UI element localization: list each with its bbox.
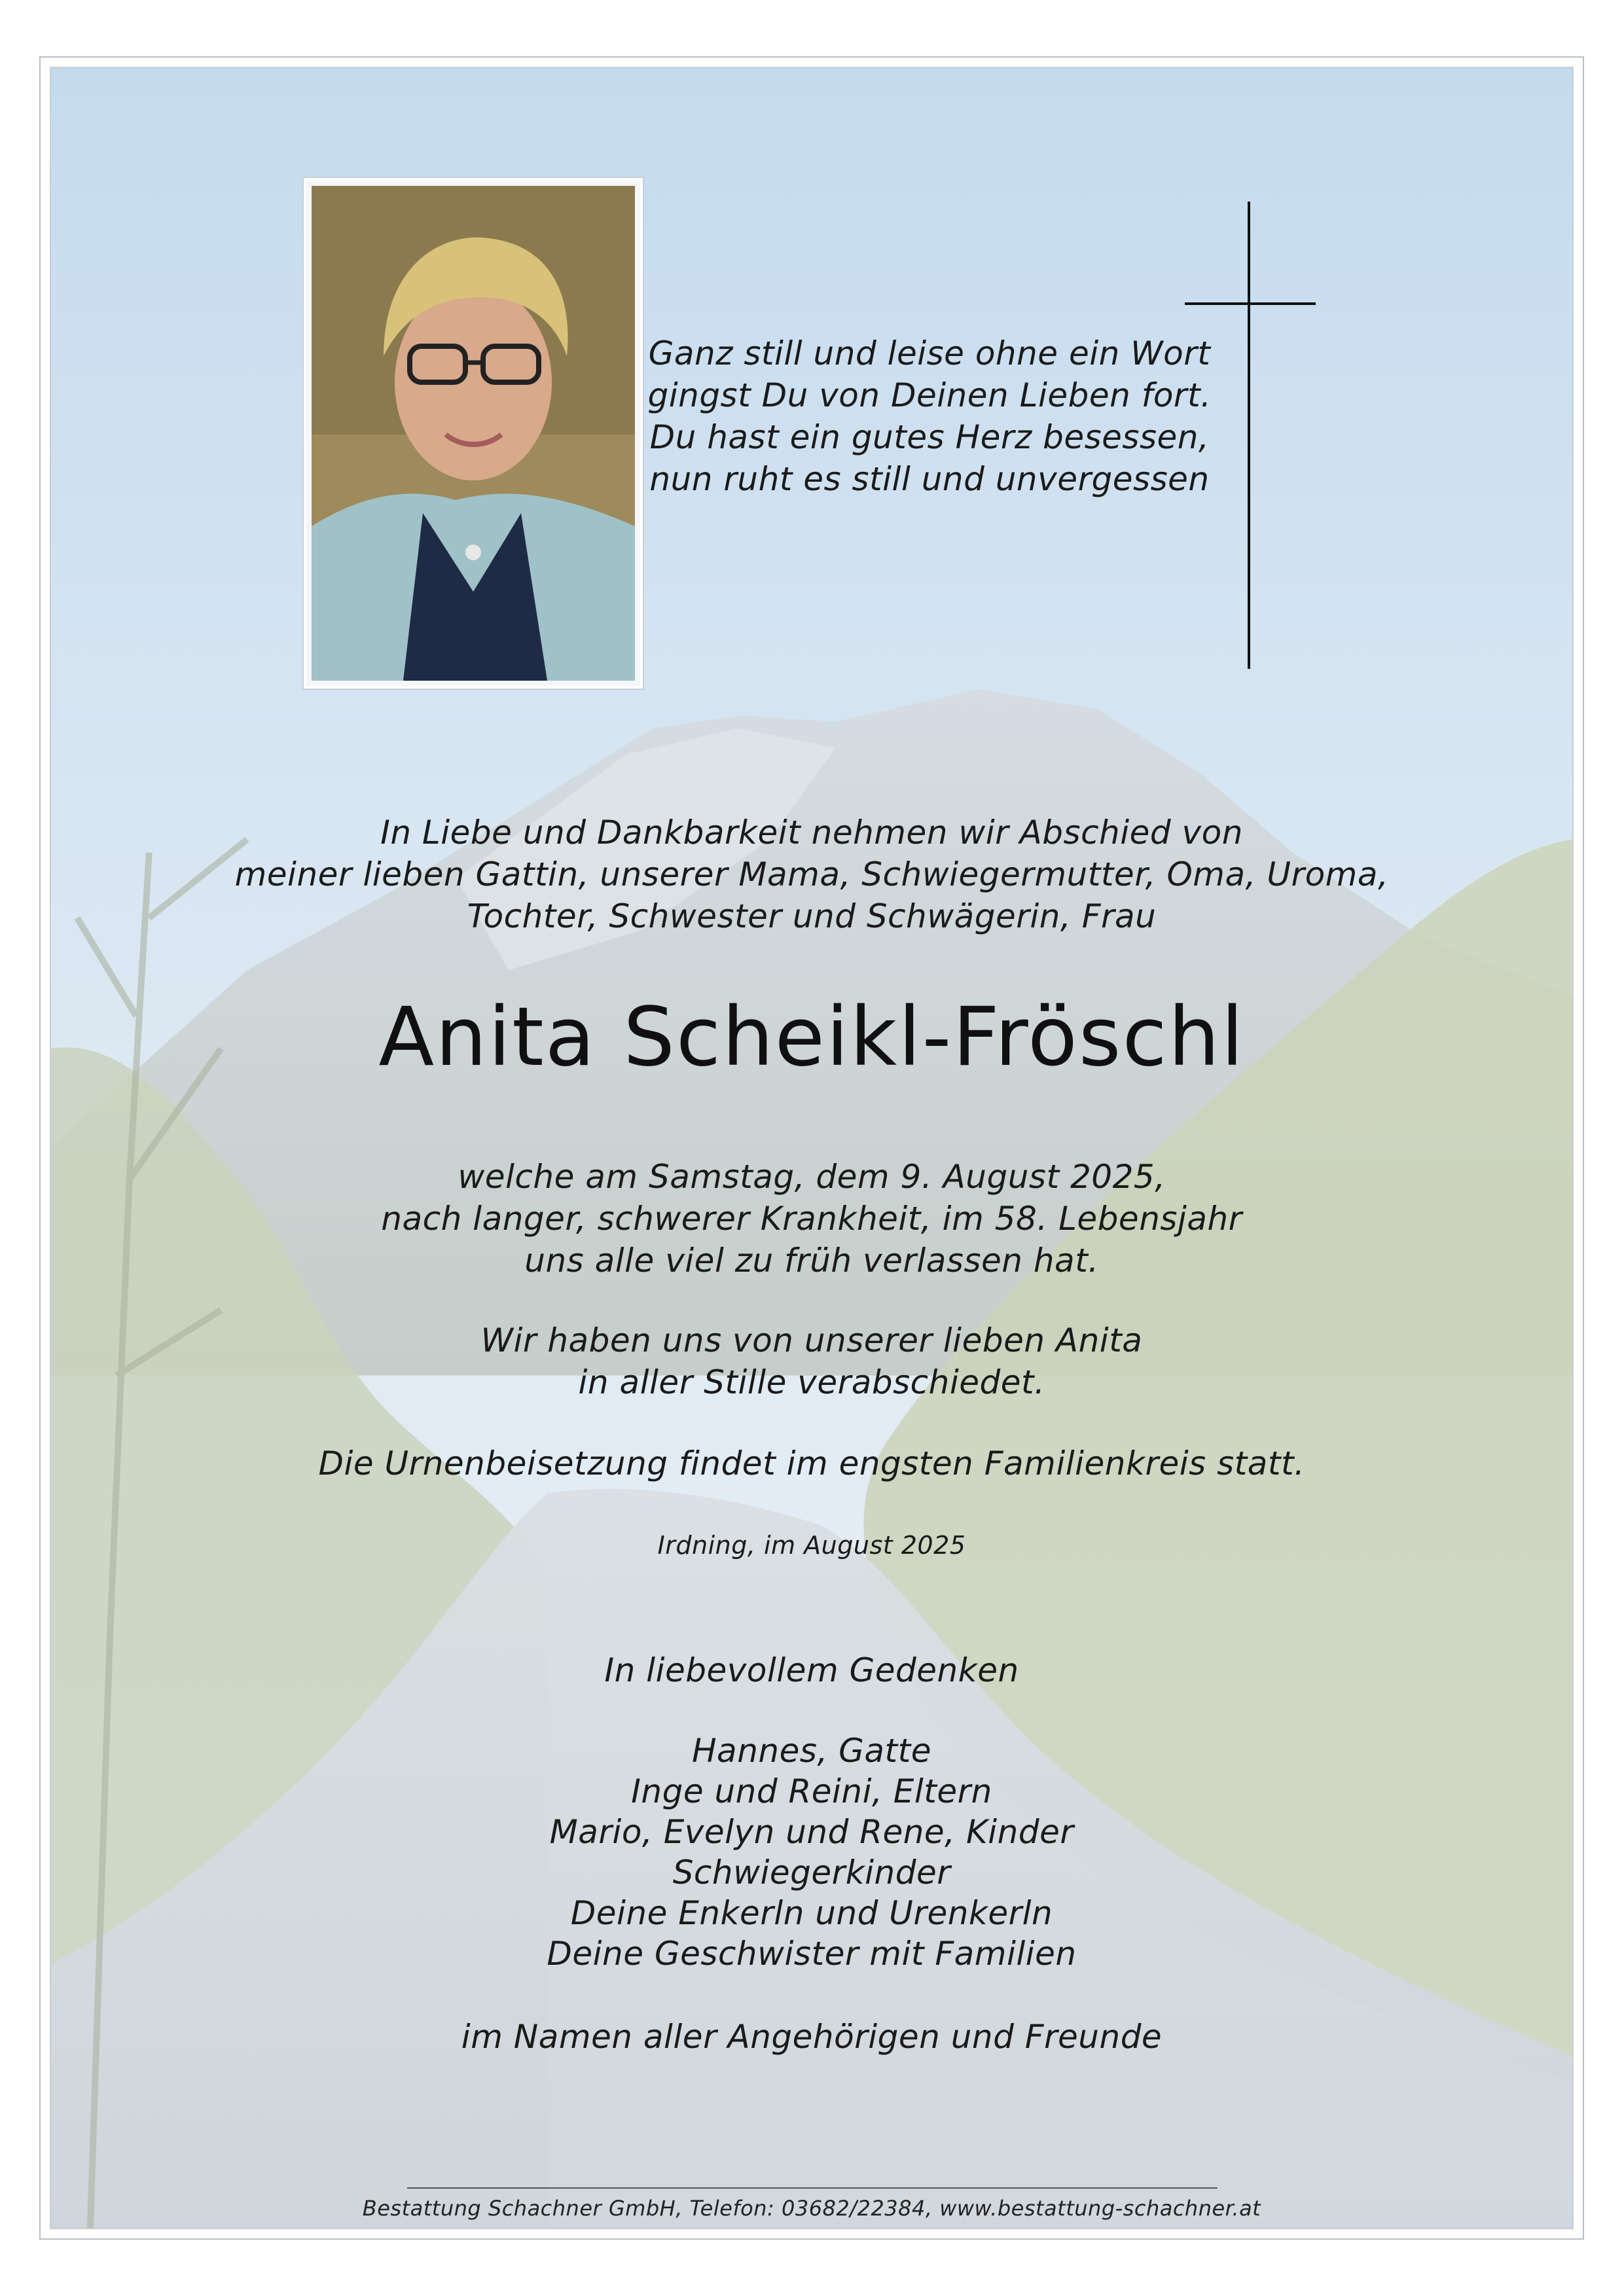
memory-heading: In liebevollem Gedenken [604, 1651, 1019, 1689]
poem-text: Ganz still und leise ohne ein Wort gingst Du von Deinen Lieben fort. Du hast ein gutes Herz besessen, nun ruht es still und unvergessen [647, 334, 1212, 498]
poem [628, 332, 1231, 500]
intro [157, 812, 1466, 937]
portrait-photo [312, 186, 635, 681]
intro-text: In Liebe und Dankbarkeit nehmen wir Abschied von meiner lieben Gattin, unserer Mama, Schwiegermutter, Oma, Uroma, Tochter, Schwester und Schwägerin, Frau [234, 814, 1389, 935]
mourners-text: Hannes, Gatte Inge und Reini, Eltern Mario, Evelyn und Rene, Kinder Schwiegerkinder Deine Enkerln und Urenkerln Deine Geschwister mit Familien [547, 1732, 1077, 1973]
footer-divider [407, 2187, 1218, 2189]
place-date: Irdning, im August 2025 [657, 1531, 966, 1560]
farewell-text: Wir haben uns von unserer lieben Anita in aller Stille verabschiedet. [480, 1321, 1143, 1401]
death-notice-text: welche am Samstag, dem 9. August 2025, nach langer, schwerer Krankheit, im 58. Lebensjahr uns alle viel zu früh verlassen hat. [381, 1158, 1242, 1280]
latin-cross-icon [1248, 202, 1250, 669]
death-notice [157, 1156, 1466, 1282]
deceased-name: Anita Scheikl-Fröschl [378, 990, 1245, 1085]
farewell [157, 1319, 1466, 1403]
burial-notice: Die Urnenbeisetzung findet im engsten Familienkreis statt. [318, 1444, 1305, 1482]
mourners-list [157, 1731, 1466, 1974]
cross-bar [1185, 302, 1316, 305]
footer-text: Bestattung Schachner GmbH, Telefon: 03682/22384, www.bestattung-schachner.at [362, 2196, 1261, 2221]
portrait-frame [304, 178, 643, 689]
closing-line: im Namen aller Angehörigen und Freunde [461, 2018, 1163, 2056]
